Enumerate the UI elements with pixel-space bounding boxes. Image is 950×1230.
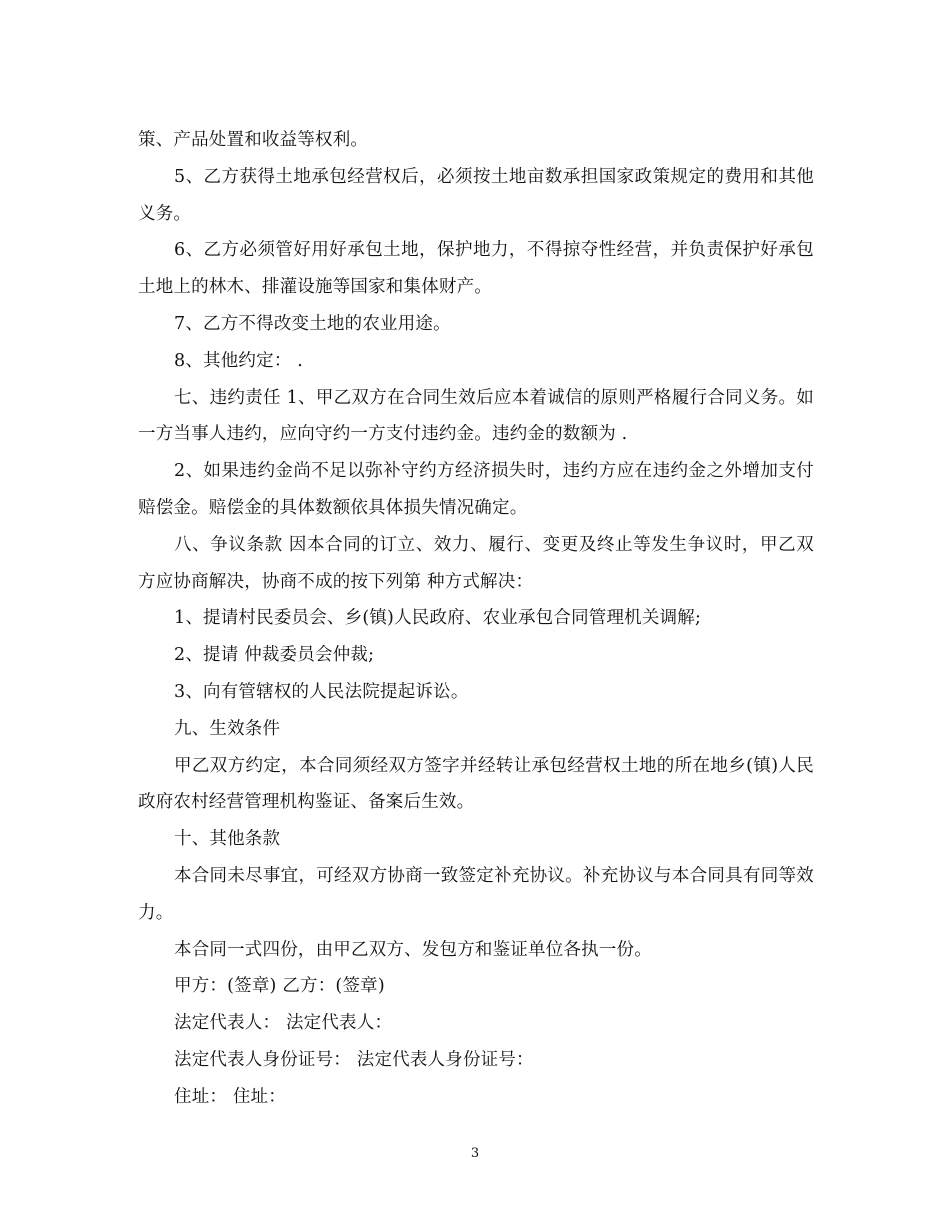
paragraph-4: 7、乙方不得改变土地的农业用途。	[174, 313, 451, 334]
document-body	[138, 122, 814, 1116]
paragraph-12: 九、生效条件	[174, 718, 281, 739]
page-number: 3	[470, 1146, 480, 1161]
paragraph-11: 3、向有管辖权的人民法院提起诉讼。	[174, 681, 469, 702]
paragraph-19: 法定代表人身份证号： 法定代表人身份证号：	[174, 1049, 534, 1070]
paragraph-10: 2、提请 仲裁委员会仲裁;	[174, 645, 375, 666]
paragraph-17: 甲方：(签章) 乙方：(签章)	[174, 976, 385, 997]
paragraph-14: 十、其他条款	[174, 829, 281, 850]
paragraph-16: 本合同一式四份，由甲乙双方、发包方和鉴证单位各执一份。	[174, 939, 652, 960]
paragraph-13: 甲乙双方约定，本合同须经双方签字并经转让承包经营权土地的所在地乡(镇)人民政府农村经营管理机构鉴证、备案后生效。	[138, 755, 814, 813]
paragraph-15: 本合同未尽事宜，可经双方协商一致签定补充协议。补充协议与本合同具有同等效力。	[138, 865, 814, 923]
paragraph-1: 策、产品处置和收益等权利。	[138, 130, 369, 150]
paragraph-20: 住址： 住址：	[174, 1086, 286, 1107]
paragraph-3: 6、乙方必须管好用好承包土地，保护地力，不得掠夺性经营，并负责保护好承包土地上的林木、排灌设施等国家和集体财产。	[138, 240, 814, 298]
paragraph-18: 法定代表人： 法定代表人：	[174, 1013, 393, 1034]
paragraph-2: 5、乙方获得土地承包经营权后，必须按土地亩数承担国家政策规定的费用和其他义务。	[138, 166, 814, 224]
paragraph-6: 七、违约责任 1、甲乙双方在合同生效后应本着诚信的原则严格履行合同义务。如一方当事人违约，应向守约一方支付违约金。违约金的数额为 .	[138, 387, 814, 445]
paragraph-5: 8、其他约定： .	[174, 350, 304, 371]
paragraph-9: 1、提请村民委员会、乡(镇)人民政府、农业承包合同管理机关调解;	[174, 608, 702, 629]
paragraph-8: 八、争议条款 因本合同的订立、效力、履行、变更及终止等发生争议时，甲乙双方应协商解决，协商不成的按下列第 种方式解决：	[138, 534, 814, 592]
paragraph-7: 2、如果违约金尚不足以弥补守约方经济损失时，违约方应在违约金之外增加支付赔偿金。赔偿金的具体数额依具体损失情况确定。	[138, 461, 814, 518]
